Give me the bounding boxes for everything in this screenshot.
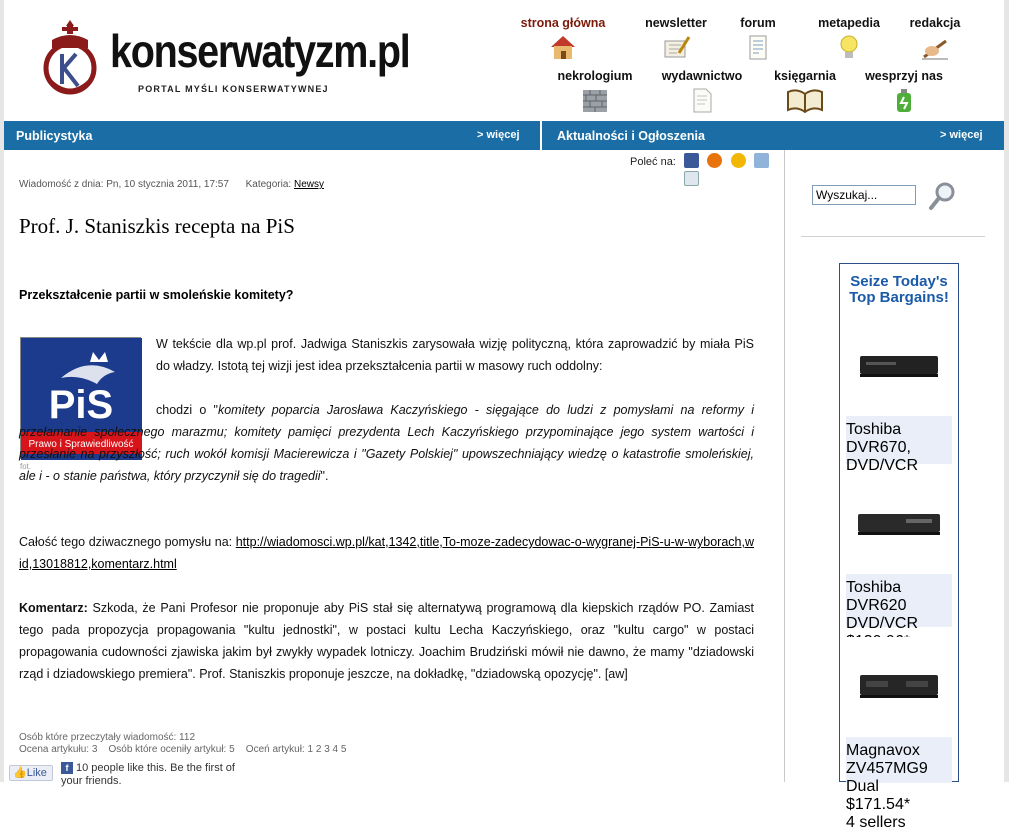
fb-like-text: 10 people like this. Be the first of your friends. [61,762,235,787]
nav-wydawnictwo[interactable] [653,69,751,114]
fb-like-label: Like [26,767,47,779]
brick-wall-icon [580,86,610,114]
stats-voters: Osób które oceniły artykuł: 5 [108,744,235,755]
nav-wesprzyj-nas[interactable] [856,69,952,114]
ad-item-name[interactable]: Toshiba DVR670, DVD/VCR [846,421,919,474]
nav-newsletter[interactable] [636,16,716,61]
comment-text: Szkoda, że Pani Profesor nie proponuje aby PiS stał się alternatywą programową dla kiepskich rządów PO. Zamiast tego pada propozycja propagowania "kultu jednostki", w postaci kultu Lecha Kaczyńskiego, oraz "kultu cargo" w postaci propagowania cudowności zjawiska jakim był zwykły wypadek lotniczy. Joachim Brudziński mówił nie dawno, że mamy "dziadowski rząd i dziadowskiego premiera". Prof. Staniszkis proponuje jeszcze, na dokładkę, "dziadowską opozycję". [aw] [19,601,754,681]
comment-label: Komentarz: [19,601,88,615]
ad-banner[interactable] [839,263,959,831]
stats-rating-row [19,744,346,755]
ad-item-2[interactable] [846,474,952,632]
rate-option-4[interactable]: 4 [332,744,339,755]
nav-label: forum [740,16,776,30]
fb-like-button[interactable] [9,765,53,781]
tab-publicystyka[interactable]: Publicystyka [16,129,93,143]
site-name: konserwatyzm.pl [110,25,410,77]
pis-logo-band-text: Prawo i Sprawiedliwość [28,439,134,450]
paragraph-intro: W tekście dla wp.pl prof. Jadwiga Staniszkis zarysowała wizję polityczną, która zaprowadzić by miała PiS do władzy. Istotą tej wizji jest idea przekształcenia partii w masowy ruch oddolny: [156,337,754,373]
rate-option-1[interactable]: 1 [307,744,314,755]
ad-headline: Seize Today's Top Bargains! [849,273,949,306]
dvd-player-icon [846,474,952,574]
paragraph-comment [19,597,754,685]
nav-metapedia[interactable] [810,16,888,61]
facebook-small-icon: f [61,762,73,774]
category-link[interactable]: Newsy [293,179,324,190]
publicystyka-more-link[interactable]: > więcej [477,129,520,141]
logo-emblem-icon [38,18,102,98]
ad-product-image [846,637,952,742]
nav-forum[interactable] [732,16,784,61]
right-frame [1004,0,1009,782]
stats-readers: Osób które przeczytały wiadomość: 112 [19,732,196,743]
ad-product-image [846,316,952,421]
search-input[interactable] [812,185,916,205]
nav-label: księgarnia [774,69,836,83]
facebook-icon[interactable] [684,153,699,168]
letter-pen-icon [661,33,691,61]
nav-label: nekrologium [557,69,633,83]
article-title: Prof. J. Staniszkis recepta na PiS [19,214,295,238]
nav-label: newsletter [645,16,707,30]
rate-option-5[interactable]: 5 [340,744,347,755]
lightbulb-icon [834,33,864,61]
category-label: Kategoria: [245,179,292,190]
quote-prefix: chodzi o " [156,403,218,417]
article-column [4,150,785,787]
battery-plug-icon [889,86,919,114]
ad-item-1[interactable] [846,316,952,474]
article-subtitle: Przekształcenie partii w smoleńskie komitety? [19,288,294,302]
writing-hand-icon [920,33,950,61]
nav-strona-glowna[interactable] [515,16,611,61]
rate-label: Oceń artykuł: [245,744,305,755]
ad-product-image [846,474,952,579]
share-icons [684,153,784,169]
quote-suffix: ". [320,469,329,483]
aktualnosci-more-link[interactable]: > więcej [940,129,983,141]
ad-item-sellers: 4 sellers [846,814,906,831]
ad-item-name[interactable]: Toshiba DVR620 DVD/VCR [846,579,919,632]
thumbs-up-icon: 👍 [13,767,27,779]
tab-aktualnosci[interactable]: Aktualności i Ogłoszenia [557,129,705,143]
search-icon[interactable] [928,180,958,212]
sidebar-separator [801,236,985,237]
nav-ksiegarnia[interactable] [766,69,844,114]
image-caption: fot. [20,462,32,471]
email-icon[interactable] [684,171,699,186]
house-icon [548,33,578,61]
document-icon [687,86,717,114]
paragraph-quote [19,399,754,487]
ad-item-name[interactable]: Magnavox ZV457MG9 Dual [846,742,928,795]
rate-option-3[interactable]: 3 [324,744,330,755]
site-tagline: PORTAL MYŚLI KONSERWATYWNEJ [138,84,329,94]
nav-nekrologium[interactable] [550,69,640,114]
nav-label: wesprzyj nas [865,69,943,83]
nav-label: metapedia [818,16,880,30]
blip-icon[interactable] [731,153,746,168]
paragraph-source [19,531,754,575]
flaker-icon[interactable] [754,153,769,168]
notepad-icon [743,33,773,61]
bar-divider [540,121,542,150]
dvd-player-icon [846,637,952,737]
article-meta [19,179,324,190]
stats-rating: Ocena artykułu: 3 [19,744,98,755]
nav-label: strona główna [520,16,606,30]
quote-text: komitety poparcia Jarosława Kaczyńskiego - sięgające do ludzi z pomysłami na reformy i przełamanie społecznego marazmu; komitety pamięci prezydenta Lech Kaczyńskiego przypominające jego system wartości i przesłanie na przyszłość; ruch wokół komisji Macierewicza i "Gazety Polskiej" upowszechniający wiedzę o katastrofie smoleńskiej, ale i - o stanie państwa, który przyczynił się do tragedii [19,403,754,483]
dvd-player-icon [846,316,952,416]
nav-label: redakcja [909,16,961,30]
share-label: Poleć na: [630,156,676,168]
source-prefix: Całość tego dziwacznego pomysłu na: [19,535,233,549]
ad-item-3[interactable] [846,637,952,831]
rate-option-2[interactable]: 2 [315,744,322,755]
nav-label: wydawnictwo [661,69,743,83]
source-link[interactable]: http://wiadomosci.wp.pl/kat,1342,title,To-moze-zadecydowac-o-wygranej-PiS-u-w-wyborach,wid,13018812,komentarz.html [19,535,754,571]
section-bar [4,121,1004,150]
site-logo[interactable] [38,18,483,100]
wykop-icon[interactable] [707,153,722,168]
open-book-icon [786,86,824,114]
pis-logo-text: PiS [48,383,114,427]
ad-item-price: $171.54* [846,796,911,813]
nav-redakcja[interactable] [902,16,968,61]
fb-like-count [61,762,251,788]
article-date: Wiadomość z dnia: Pn, 10 stycznia 2011, 17:57 [19,179,229,190]
